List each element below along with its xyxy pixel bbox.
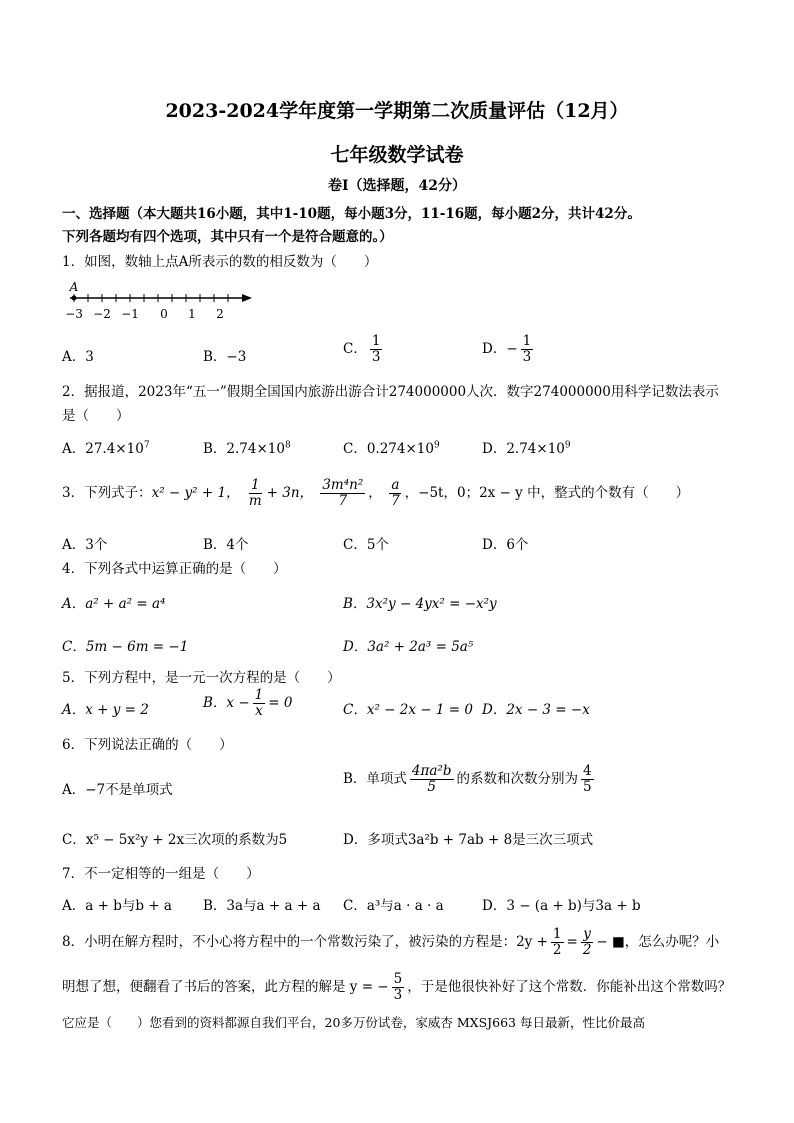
q6-option-c: C．x⁵ − 5x²y + 2x三次项的系数为5 xyxy=(62,832,288,848)
q1-option-b: B．−3 xyxy=(203,349,247,365)
section-heading-1: 一、选择题（本大题共16小题，其中1-10题，每小题3分，11-16题，每小题2分，共计42分。 xyxy=(62,206,641,222)
q2-option-a: A．$27.4\times 10^7$ xyxy=(62,440,150,457)
q3-option-a: A．3个 xyxy=(62,537,108,553)
number-line-arrow xyxy=(242,294,252,302)
q7-option-c: C．a³与a · a · a xyxy=(343,898,444,914)
tick-label: 2 xyxy=(216,307,224,321)
q1-option-a: A．3 xyxy=(62,349,94,365)
q4-option-d: D．3a² + 2a³ = 5a⁵ xyxy=(343,639,474,655)
q4-option-c: C．5m − 6m = −1 xyxy=(62,639,189,655)
q8-line3: 它应是（ ）您看到的资料都源自我们平台，20多万份试卷，家威杏 MXSJ663 每日最新，性比价最高 xyxy=(62,1015,645,1030)
q2-option-c: C．$0.274\times 10^9$ xyxy=(343,440,440,457)
q5-option-d: D．2x − 3 = −x xyxy=(482,702,590,718)
q3-option-d: D．6个 xyxy=(482,537,529,553)
volume-label: 卷Ⅰ（选择题，42分） xyxy=(327,178,467,194)
q6-option-b: B．单项式 $\frac{\text{4πa²b}}{5}$ 的系数和次数分别为 $\frac{4}{5}$ xyxy=(343,763,592,795)
tick-label: −2 xyxy=(93,307,111,321)
q5-option-b: B．x − $\frac{1}{x}$ = 0 xyxy=(203,687,293,719)
q2-option-d: D．$2.74\times 10^9$ xyxy=(482,440,571,457)
q2-stem-line1: 2．据报道，2023年“五一”假期全国国内旅游出游合计274000000人次．数字274000000用科学记数法表示 xyxy=(62,384,719,400)
number-line-figure xyxy=(60,282,260,324)
q7-option-b: B．3a与a + a + a xyxy=(203,898,321,914)
q2-option-b: B．$2.74\times 10^8$ xyxy=(203,440,291,457)
tick-label: −3 xyxy=(65,307,83,321)
q3-stem: 3．下列式子：x² − y² + 1， $\frac{1}{m}$ + 3n， $\frac{\text{3m⁴n²}}{7}$ ， $\frac{a}{7}$ ，−5t，0；2x − y 中，整式的个数有（ ） xyxy=(62,477,690,509)
q6-option-a: A．−7不是单项式 xyxy=(62,782,173,798)
q3-option-b: B．4个 xyxy=(203,537,249,553)
q7-stem: 7．不一定相等的一组是（ ） xyxy=(62,866,260,882)
q4-stem: 4．下列各式中运算正确的是（ ） xyxy=(62,561,287,577)
q1-option-d: D．− $\frac{1}{3}$ xyxy=(482,333,532,365)
q7-option-d: D．3 − (a + b)与3a + b xyxy=(482,898,641,914)
q6-option-d: D．多项式3a²b + 7ab + 8是三次三项式 xyxy=(343,832,594,848)
q1-option-c: C． $\frac{1}{3}$ xyxy=(343,333,381,365)
q5-stem: 5．下列方程中，是一元一次方程的是（ ） xyxy=(62,670,341,686)
point-a-label: A xyxy=(69,282,79,294)
q4-option-b: B．3x²y − 4yx² = −x²y xyxy=(343,596,497,612)
q3-option-c: C．5个 xyxy=(343,537,389,553)
tick-label: −1 xyxy=(121,307,139,321)
exam-subtitle: 七年级数学试卷 xyxy=(330,144,464,166)
q1-stem: 1．如图，数轴上点A所表示的数的相反数为（ ） xyxy=(62,254,378,270)
q6-stem: 6．下列说法正确的（ ） xyxy=(62,737,233,753)
section-heading-2: 下列各题均有四个选项，其中只有一个是符合题意的。） xyxy=(62,229,393,245)
q4-option-a: A．a² + a² = a⁴ xyxy=(62,596,166,612)
q5-option-c: C．x² − 2x − 1 = 0 xyxy=(343,702,473,718)
tick-label: 1 xyxy=(188,307,196,321)
q8-line1: 8．小明在解方程时，不小心将方程中的一个常数污染了，被污染的方程是：2y + $\frac{1}{2}$ = $\frac{y}{2}$ − ■，怎么办呢？小 xyxy=(62,926,720,958)
q5-option-a: A．x + y = 2 xyxy=(62,702,149,718)
q8-line2: 明想了想，便翻看了书后的答案，此方程的解是 y = − $\frac{5}{3}$ ，于是他很快补好了这个常数．你能补出这个常数吗？ xyxy=(62,971,732,1003)
q7-option-a: A．a + b与b + a xyxy=(62,898,172,914)
exam-title: 2023-2024学年度第一学期第二次质量评估（12月） xyxy=(165,100,629,122)
q2-stem-line2: 是（ ） xyxy=(62,408,130,424)
tick-label: 0 xyxy=(160,307,168,321)
